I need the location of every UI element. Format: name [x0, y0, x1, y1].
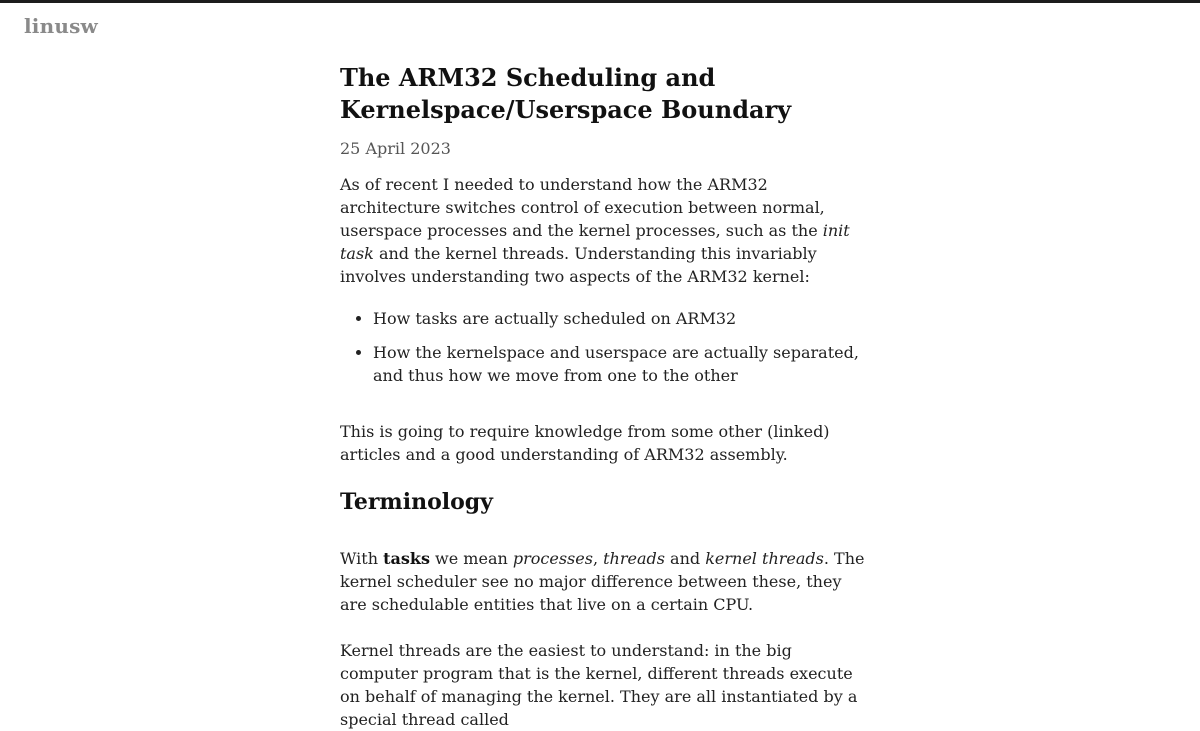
site-title-link[interactable]: linusw — [24, 14, 98, 38]
tasks-strong: tasks — [383, 549, 430, 568]
tasks-paragraph: With tasks we mean processes, threads and kernel threads. The kernel scheduler see no major difference between these, they are schedulable entities that live on a certain CPU. — [340, 549, 865, 614]
init-task-emphasis: init task — [340, 221, 850, 263]
article — [340, 62, 868, 731]
post-title-line-1: The ARM32 Scheduling and — [340, 63, 716, 92]
intro-paragraph: As of recent I needed to understand how the ARM32 architecture switches control of execution between normal, userspace processes and the kernel processes, such as the init task and the kernel threads. Understanding this invariably involves understanding two aspects of the ARM32 kernel: — [340, 175, 850, 286]
knowledge-paragraph: This is going to require knowledge from some other (linked) articles and a good understanding of ARM32 assembly. — [340, 422, 830, 464]
list-item: • How tasks are actually scheduled on ARM32 — [373, 307, 868, 330]
aspects-list — [340, 307, 868, 387]
list-item: • How the kernelspace and userspace are actually separated, and thus how we move from one to the other — [373, 341, 868, 387]
post-title — [340, 62, 868, 126]
post-date: 25 April 2023 — [340, 139, 451, 158]
top-border — [0, 0, 1200, 3]
kernel-threads-paragraph: Kernel threads are the easiest to understand: in the big computer program that is the kernel, different threads execute on behalf of managing the kernel. They are all instantiated by a special thread called — [340, 641, 858, 729]
post-title-line-2: Kernelspace/Userspace Boundary — [340, 95, 792, 124]
terminology-heading: Terminology — [340, 489, 493, 515]
